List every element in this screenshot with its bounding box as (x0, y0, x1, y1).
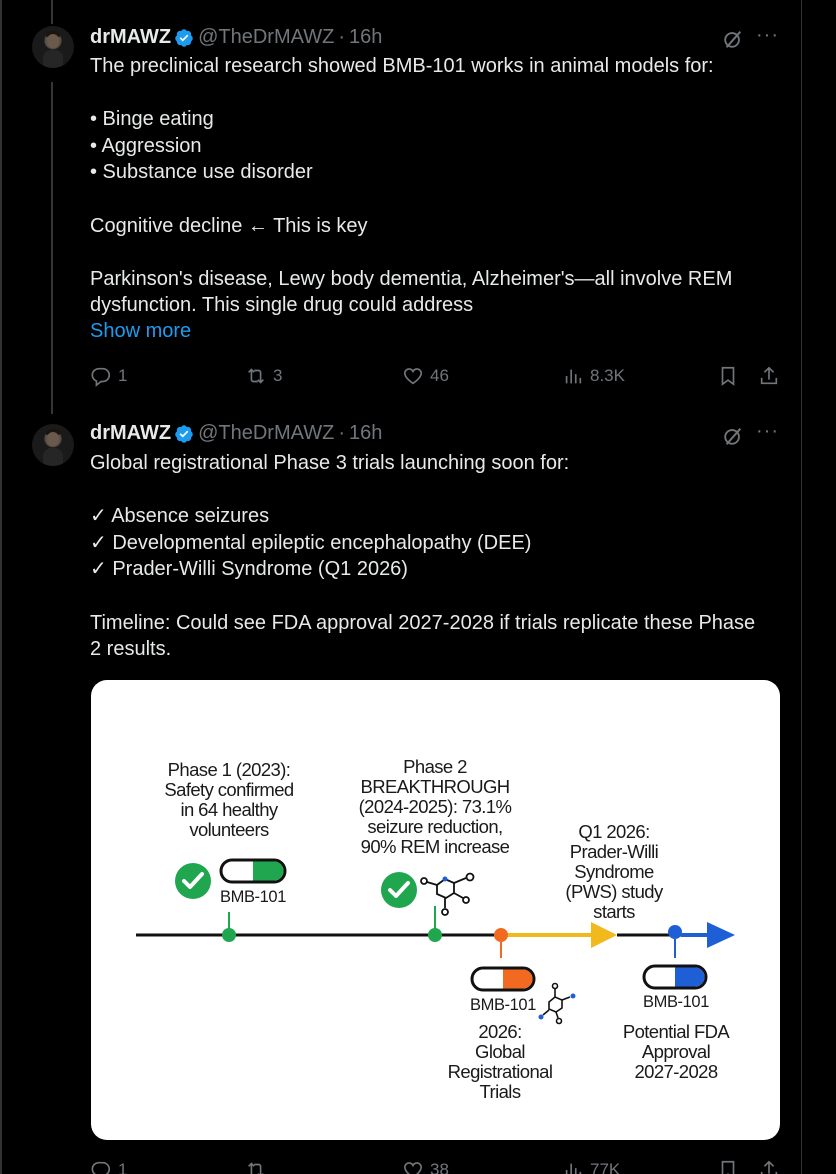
milestone-4-line: Prader-Willi (569, 841, 659, 862)
tweet-line: ✓ Prader-Willi Syndrome (Q1 2026) (90, 558, 408, 581)
more-options-icon[interactable]: ··· (756, 420, 779, 442)
more-options-icon[interactable]: ··· (756, 24, 779, 46)
tweet-line: Timeline: Could see FDA approval 2027-2028 if trials replicate these Phase (90, 611, 756, 634)
grok-icon[interactable] (722, 28, 744, 50)
milestone-1-marker (222, 928, 236, 942)
milestone-3-line: Trials (479, 1081, 521, 1102)
tweet-line: • Substance use disorder (90, 161, 313, 184)
tweet-line: • Binge eating (90, 108, 214, 131)
like-count: 46 (430, 366, 449, 385)
timestamp[interactable]: 16h (349, 26, 383, 48)
milestone-5-line: 2027-2028 (634, 1061, 718, 1082)
molecule-icon (421, 874, 474, 916)
reply-button[interactable] (90, 364, 127, 388)
repost-button[interactable] (245, 364, 282, 388)
repost-count: 3 (273, 366, 283, 385)
share-button[interactable] (758, 1158, 780, 1174)
milestone-1-line: volunteers (189, 819, 269, 840)
repost-icon (245, 1159, 267, 1174)
timestamp[interactable]: 16h (349, 422, 383, 444)
tweet-line: Global registrational Phase 3 trials launching soon for: (90, 452, 570, 474)
milestone-1-line: Safety confirmed (164, 779, 294, 800)
share-button[interactable] (758, 364, 780, 388)
verified-badge-icon (174, 424, 194, 444)
reply-count: 1 (118, 1160, 128, 1174)
milestone-1-line: in 64 healthy (180, 799, 278, 820)
reply-icon (90, 365, 112, 387)
tweet-line: ✓ Absence seizures (90, 505, 270, 528)
avatar[interactable] (32, 26, 74, 68)
milestone-3-marker (494, 928, 508, 942)
milestone-4-line: starts (593, 901, 635, 922)
views-button[interactable] (562, 1158, 620, 1174)
tweet-header (90, 422, 382, 445)
tweet-line: dysfunction. This single drug could address (90, 294, 474, 317)
tweet-header (90, 26, 382, 49)
repost-icon (245, 365, 267, 387)
reply-count: 1 (118, 366, 128, 385)
reply-button[interactable] (90, 1158, 127, 1174)
milestone-3-line: Global (475, 1041, 525, 1062)
views-icon (562, 1159, 584, 1174)
timeline-graphic (91, 680, 780, 1140)
show-more-link[interactable]: Show more (90, 320, 192, 342)
milestone-1-drug-label: BMB-101 (220, 888, 286, 906)
bookmark-icon (717, 1159, 739, 1174)
views-icon (562, 365, 584, 387)
milestone-2-line: 90% REM increase (360, 836, 510, 857)
bookmark-button[interactable] (717, 364, 739, 388)
bookmark-icon (717, 365, 739, 387)
like-button[interactable] (402, 364, 449, 388)
milestone-5-line: Approval (641, 1041, 711, 1062)
heart-icon (402, 365, 424, 387)
pill-capsule-icon (644, 966, 706, 988)
share-icon (758, 1159, 780, 1174)
verified-badge-icon (174, 28, 194, 48)
grok-icon[interactable] (722, 425, 744, 447)
reply-icon (90, 1159, 112, 1174)
like-button[interactable] (402, 1158, 449, 1174)
tweet-1 (0, 0, 836, 410)
milestone-4-line: Q1 2026: (578, 821, 650, 842)
like-count: 38 (430, 1160, 449, 1174)
author-handle[interactable]: @TheDrMAWZ (198, 422, 335, 444)
tweet-actions (90, 364, 790, 388)
tweet-text (90, 53, 790, 319)
views-button[interactable] (562, 364, 625, 388)
pill-capsule-icon (221, 860, 285, 882)
pill-capsule-icon (472, 968, 534, 990)
arrow-blue-icon (707, 922, 735, 948)
milestone-4-line: (PWS) study (565, 881, 663, 902)
arrow-yellow-icon (591, 922, 617, 948)
milestone-5-drug-label: BMB-101 (643, 993, 709, 1011)
tweet-actions (90, 1158, 790, 1174)
milestone-1-line: Phase 1 (2023): (167, 759, 291, 780)
tweet-line: 2 results. (90, 638, 172, 661)
tweet-line: • Aggression (90, 134, 202, 157)
milestone-2-line: Phase 2 (403, 756, 467, 777)
milestone-3-line: 2026: (478, 1021, 522, 1042)
share-icon (758, 365, 780, 387)
milestone-5-marker (668, 925, 682, 939)
separator-dot: · (338, 26, 345, 48)
tweet-media-timeline[interactable] (91, 680, 780, 1140)
milestone-2-line: BREAKTHROUGH (360, 776, 510, 797)
repost-button[interactable] (245, 1158, 273, 1174)
avatar[interactable] (32, 424, 74, 466)
milestone-5-line: Potential FDA (622, 1021, 730, 1042)
heart-icon (402, 1159, 424, 1174)
check-circle-icon (175, 863, 211, 899)
tweet-text (90, 450, 790, 663)
tweet-line: ✓ Developmental epileptic encephalopathy (DEE) (90, 531, 532, 554)
view-count: 77K (590, 1160, 621, 1174)
tweet-line: Cognitive decline ← This is key (90, 214, 368, 237)
author-name[interactable]: drMAWZ (90, 422, 172, 444)
milestone-4-line: Syndrome (574, 861, 654, 882)
check-circle-icon (381, 872, 417, 908)
tweet-line: Parkinson's disease, Lewy body dementia, Alzheimer's—all involve REM (90, 267, 733, 290)
molecule-icon (539, 984, 576, 1024)
milestone-2-line: seizure reduction, (367, 816, 503, 837)
milestone-2-marker (428, 928, 442, 942)
milestone-3-drug-label: BMB-101 (470, 996, 536, 1014)
author-handle[interactable]: @TheDrMAWZ (198, 26, 335, 48)
milestone-2-line: (2024-2025): 73.1% (358, 796, 512, 817)
bookmark-button[interactable] (717, 1158, 739, 1174)
tweet-line: The preclinical research showed BMB-101 works in animal models for: (90, 55, 714, 77)
view-count: 8.3K (590, 366, 625, 385)
milestone-3-line: Registrational (447, 1061, 553, 1082)
author-name[interactable]: drMAWZ (90, 26, 172, 48)
separator-dot: · (338, 422, 345, 444)
